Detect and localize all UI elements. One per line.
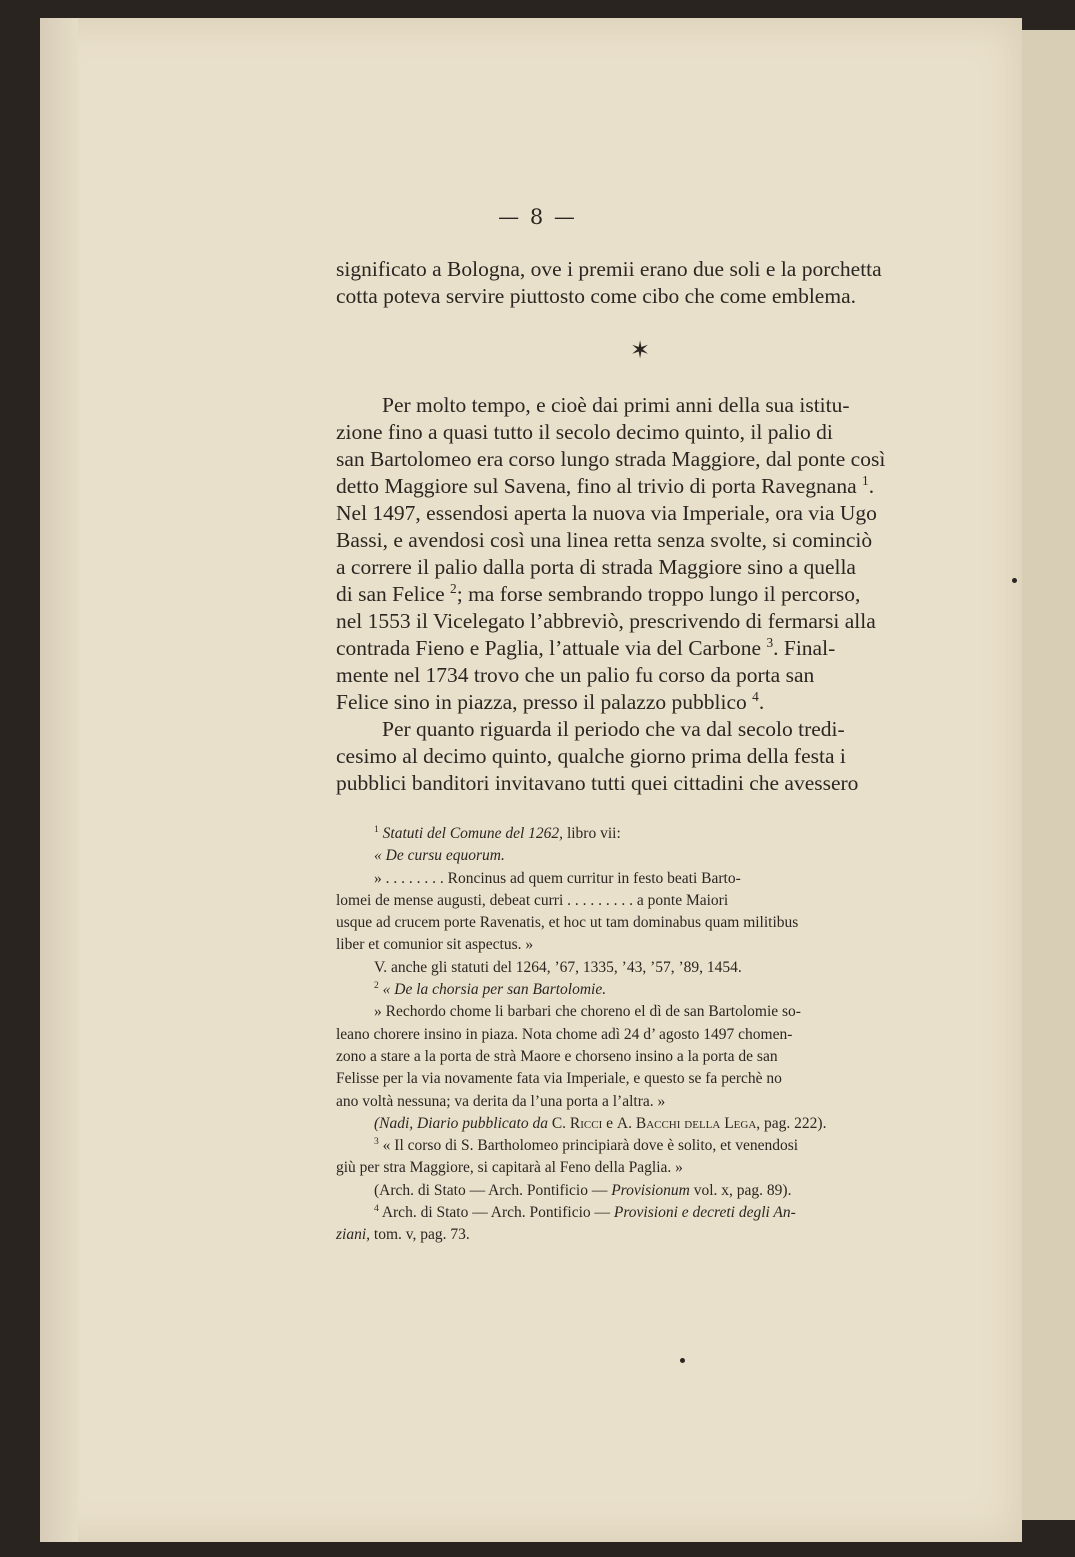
text-span: ; ma forse sembrando troppo lungo il percorso, bbox=[456, 582, 861, 606]
footnote-title: « De la chorsia per san Bartolomie. bbox=[382, 981, 607, 999]
footnote-line bbox=[336, 845, 952, 867]
footnote-line: liber et comunior sit aspectus. » bbox=[336, 936, 534, 954]
text-span: Provisioni e decreti degli An- bbox=[613, 1204, 796, 1222]
text-line: pubblici banditori invitavano tutti quei cittadini che avessero bbox=[336, 771, 859, 795]
footnote-line: ano voltà nessuna; va derita da l’una porta a l’altra. » bbox=[336, 1092, 666, 1110]
text-line bbox=[336, 689, 952, 716]
paragraph-1 bbox=[336, 256, 952, 310]
text-span: « Il corso di S. Bartholomeo principiarà dove è solito, et venendosi bbox=[382, 1137, 799, 1155]
footnote-line bbox=[336, 1180, 952, 1202]
paragraph-2 bbox=[336, 392, 952, 797]
footnote-title: Statuti del Comune del 1262, bbox=[382, 825, 564, 842]
footnote-ref: 1 bbox=[862, 472, 869, 488]
footnote-line: leano chorere insino in piaza. Nota chome adì 24 d’ agosto 1497 chomen- bbox=[336, 1025, 793, 1043]
text-span: . Final- bbox=[773, 636, 836, 660]
footnotes bbox=[336, 823, 952, 1247]
footnote-number: 2 bbox=[374, 979, 379, 991]
text-line: Per molto tempo, e cioè dai primi anni della sua istitu- bbox=[382, 393, 850, 417]
footnote-number: 4 bbox=[374, 1202, 379, 1214]
footnote-line bbox=[336, 1113, 952, 1135]
text-span: . bbox=[868, 474, 875, 498]
footnote-line bbox=[336, 823, 952, 845]
text-line: mente nel 1734 trovo che un palio fu corso da porta san bbox=[336, 663, 815, 687]
text-line: nel 1553 il Vicelegato l’abbreviò, prescrivendo di fermarsi alla bbox=[336, 609, 876, 633]
text-span: « De cursu equorum. bbox=[374, 847, 505, 865]
footnote-line: zono a stare a la porta de strà Maore e chorseno insino a la porta de san bbox=[336, 1047, 778, 1065]
footnote-line: » . . . . . . . . Roncinus ad quem curritur in festo beati Barto- bbox=[374, 869, 741, 887]
text-line bbox=[336, 581, 952, 608]
text-line: Bassi, e avendosi così una linea retta senza svolte, si cominciò bbox=[336, 528, 873, 552]
text-span: contrada Fieno e Paglia, l’attuale via del Carbone bbox=[336, 636, 762, 660]
text-line: san Bartolomeo era corso lungo strada Maggiore, dal ponte così bbox=[336, 447, 886, 471]
footnote-ref: 4 bbox=[752, 688, 759, 704]
text-line bbox=[336, 473, 952, 500]
text-line: Nel 1497, essendosi aperta la nuova via Imperiale, ora via Ugo bbox=[336, 501, 877, 525]
footnote-number: 1 bbox=[374, 823, 379, 835]
page-gutter bbox=[40, 18, 78, 1542]
text-line: cesimo al decimo quinto, qualche giorno prima della festa i bbox=[336, 744, 846, 768]
text-span: ziani, bbox=[336, 1226, 371, 1244]
footnote-line bbox=[336, 1224, 952, 1246]
text-span: Felice sino in piazza, presso il palazzo pubblico bbox=[336, 690, 747, 714]
text-line: zione fino a quasi tutto il secolo decimo quinto, il palio di bbox=[336, 420, 833, 444]
footnote-line bbox=[336, 979, 952, 1001]
text-span: Provisionum bbox=[611, 1181, 690, 1199]
text-span: e bbox=[606, 1114, 614, 1132]
footnote-number: 3 bbox=[374, 1136, 379, 1147]
text-line bbox=[336, 635, 952, 662]
text-span: libro vii: bbox=[563, 825, 621, 842]
text-line: a correre il palio dalla porta di strada Maggiore sino a quella bbox=[336, 555, 856, 579]
text-span: A. Bacchi della Lega bbox=[616, 1114, 757, 1132]
text-span: , pag. 222). bbox=[756, 1114, 827, 1132]
text-span: vol. x, pag. 89). bbox=[693, 1181, 792, 1199]
text-span: tom. v, pag. 73. bbox=[373, 1226, 470, 1244]
footnote-line: V. anche gli statuti del 1264, ’67, 1335, ’43, ’57, ’89, 1454. bbox=[374, 958, 742, 976]
text-span: . bbox=[758, 690, 765, 714]
footnote-line: » Rechordo chome li barbari che choreno el dì de san Bartolomie so- bbox=[374, 1003, 801, 1021]
text-line: Per quanto riguarda il periodo che va dal secolo tredi- bbox=[382, 717, 845, 741]
footnote-line: usque ad crucem porte Ravenatis, et hoc ut tam dominabus quam militibus bbox=[336, 914, 799, 932]
text-span: (Nadi, Diario pubblicato da bbox=[374, 1114, 548, 1132]
footnote-line: Felisse per la via novamente fata via Imperiale, e questo se fa perchè no bbox=[336, 1070, 782, 1088]
ink-speck bbox=[680, 1358, 685, 1363]
page-number: — 8 — bbox=[498, 205, 577, 229]
footnote-line: lomei de mense augusti, debeat curri . . . . . . . . . a ponte Maiori bbox=[336, 891, 729, 909]
text-span: (Arch. di Stato — Arch. Pontificio — bbox=[374, 1181, 608, 1199]
text-span: detto Maggiore sul Savena, fino al trivio di porta Ravegnana bbox=[336, 474, 857, 498]
text-span: di san Felice bbox=[336, 582, 445, 606]
footnote-ref: 2 bbox=[450, 580, 457, 596]
footnote-line: giù per stra Maggiore, si capitarà al Feno della Paglia. » bbox=[336, 1159, 683, 1177]
footnote-line bbox=[336, 1135, 952, 1157]
footnote-ref: 3 bbox=[766, 634, 774, 650]
section-ornament: ✶ bbox=[629, 336, 651, 364]
text-line: cotta poteva servire piuttosto come cibo che come emblema. bbox=[336, 284, 856, 308]
text-line: significato a Bologna, ove i premii erano due soli e la porchetta bbox=[336, 257, 882, 281]
ink-speck bbox=[1012, 578, 1017, 583]
footnote-line bbox=[336, 1202, 952, 1224]
text-span: Arch. di Stato — Arch. Pontificio — bbox=[381, 1204, 610, 1222]
text-span: C. Ricci bbox=[551, 1114, 603, 1132]
